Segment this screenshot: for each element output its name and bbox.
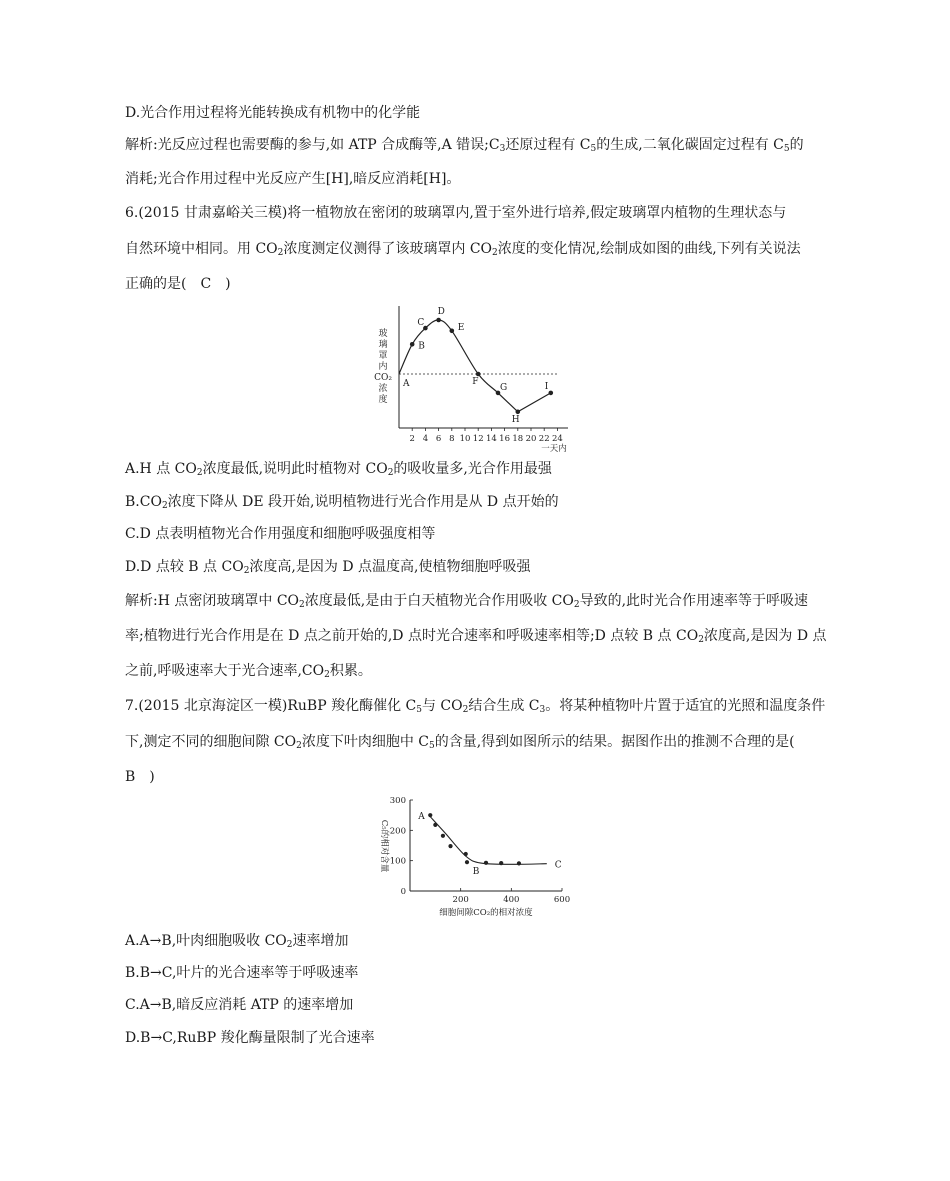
data-point — [516, 410, 521, 415]
subscript: 2 — [196, 468, 203, 478]
analysis-6-line3 — [125, 662, 372, 680]
question-6-line2 — [125, 240, 801, 258]
subscript: 5 — [429, 741, 435, 751]
c5-curve — [430, 817, 547, 865]
subscript: 2 — [698, 635, 704, 645]
co2-curve — [399, 320, 551, 412]
y-axis-label-char: 璃 — [378, 340, 388, 350]
y-tick-label: 100 — [389, 856, 406, 867]
data-point — [450, 329, 455, 334]
question-7-line3 — [125, 768, 155, 786]
text: D.B→C,RuBP 羧化酶量限制了光合速率 — [125, 1030, 375, 1046]
x-axis-label: 一天内 — [541, 444, 567, 452]
text: 7.(2015 北京海淀区一模)RuBP 羧化酶催化 C — [125, 698, 417, 714]
text: 结合生成 C — [468, 698, 540, 714]
data-point — [517, 861, 521, 865]
y-tick-label: 200 — [389, 826, 406, 837]
subscript: 5 — [590, 144, 597, 154]
data-point — [499, 861, 503, 865]
text: 正确的是( C ) — [125, 276, 231, 292]
text: 6.(2015 甘肃嘉峪关三模)将一植物放在密闭的玻璃罩内,置于室外进行培养,假定玻璃罩内植物的生理状态与 — [125, 205, 787, 221]
option-d-prev — [125, 104, 420, 122]
point-label: C — [554, 860, 562, 871]
q6-option-d — [125, 558, 530, 576]
text: 解析:H 点密闭玻璃罩中 CO — [125, 593, 300, 609]
text: A.A→B,叶肉细胞吸收 CO — [125, 933, 287, 949]
subscript: 2 — [299, 600, 305, 610]
text: 导致的,此时光合作用速率等于呼吸速 — [579, 593, 809, 609]
data-point — [549, 391, 554, 396]
point-label: B — [418, 341, 425, 352]
x-tick-label: 4 — [422, 434, 429, 444]
text: 自然环境中相同。用 CO — [125, 241, 278, 257]
subscript: 2 — [243, 566, 250, 576]
point-label: A — [403, 379, 410, 389]
text: 解析:光反应过程也需要酶的参与,如 ATP 合成酶等,A 错误;C — [125, 137, 500, 153]
text: 积累。 — [329, 663, 372, 679]
subscript: 2 — [324, 670, 330, 680]
subscript: 2 — [286, 940, 293, 950]
q6-option-a — [125, 460, 552, 478]
text: 浓度下降从 DE 段开始,说明植物进行光合作用是从 D 点开始的 — [167, 494, 559, 510]
point-label: A — [418, 812, 425, 823]
x-tick-label: 2 — [409, 434, 415, 444]
text: B.CO — [125, 494, 162, 510]
text: 下,测定不同的细胞间隙 CO — [125, 734, 297, 750]
data-point — [448, 844, 452, 848]
text: 浓度高,是因为 D 点 — [703, 628, 827, 644]
text: 之前,呼吸速率大于光合速率,CO — [125, 663, 325, 679]
x-tick-label: 12 — [472, 434, 484, 444]
point-label: E — [457, 322, 465, 333]
point-label: B — [472, 867, 480, 878]
x-tick-label: 6 — [435, 434, 442, 444]
subscript: 2 — [387, 468, 394, 478]
data-point — [436, 318, 441, 323]
x-tick-label: 14 — [485, 434, 497, 444]
text: B ) — [125, 769, 155, 785]
y-axis-label-char: CO₂ — [374, 373, 392, 383]
text: D.D 点较 B 点 CO — [125, 559, 244, 575]
q7-option-a — [125, 932, 349, 950]
text: 速率增加 — [292, 933, 349, 949]
text: 的吸收量多,光合作用最强 — [393, 461, 552, 477]
x-tick-label: 200 — [452, 895, 469, 905]
y-axis-label-char: 度 — [378, 395, 388, 405]
point-label: G — [500, 382, 508, 393]
text: 的 — [789, 137, 804, 153]
text: 与 CO — [421, 698, 463, 714]
y-axis-label-char: 浓 — [378, 384, 388, 394]
text: B.B→C,叶片的光合速率等于呼吸速率 — [125, 965, 359, 981]
point-label: I — [544, 381, 549, 392]
data-point — [484, 861, 488, 865]
q7-option-d — [125, 1029, 375, 1047]
q7-option-b — [125, 964, 358, 982]
text: 的含量,得到如图所示的结果。据图作出的推测不合理的是( — [434, 734, 795, 750]
y-axis-label-char: 内 — [378, 362, 388, 372]
y-tick-label: 300 — [389, 796, 406, 806]
point-label: D — [437, 307, 445, 317]
text: 消耗;光合作用过程中光反应产生[H],暗反应消耗[H]。 — [125, 171, 461, 187]
text: 浓度最低,是由于白天植物光合作用吸收 CO — [304, 593, 574, 609]
data-point — [465, 860, 469, 864]
text: 浓度测定仪测得了该玻璃罩内 CO — [283, 241, 493, 257]
text: 浓度的变化情况,绘制成如图的曲线,下列有关说法 — [497, 241, 801, 257]
analysis-6-line1 — [125, 592, 808, 610]
text: 。将某种植物叶片置于适宜的光照和温度条件 — [545, 698, 826, 714]
x-tick-label: 16 — [499, 434, 511, 444]
co2-curve-chart — [372, 300, 572, 452]
subscript: 5 — [416, 705, 422, 715]
text: 浓度最低,说明此时植物对 CO — [202, 461, 388, 477]
x-tick-label: 600 — [553, 895, 571, 905]
question-6-line3 — [125, 275, 231, 293]
subscript: 2 — [277, 248, 284, 258]
y-tick-label: 0 — [400, 887, 406, 897]
text: C.D 点表明植物光合作用强度和细胞呼吸强度相等 — [125, 526, 436, 542]
subscript: 2 — [161, 501, 168, 511]
subscript: 2 — [462, 705, 469, 715]
data-point — [441, 834, 445, 838]
x-tick-label: 20 — [525, 434, 537, 444]
y-axis-label-char: 玻 — [378, 329, 388, 339]
subscript: 2 — [296, 741, 302, 751]
subscript: 3 — [539, 705, 546, 715]
text: 浓度高,是因为 D 点温度高,使植物细胞呼吸强 — [249, 559, 531, 575]
data-point — [433, 823, 437, 827]
point-label: C — [417, 318, 425, 329]
data-point — [476, 372, 481, 377]
question-6-line1 — [125, 204, 786, 222]
text: D.光合作用过程将光能转换成有机物中的化学能 — [125, 105, 421, 121]
x-tick-label: 24 — [551, 434, 563, 444]
text: 的生成,二氧化碳固定过程有 C — [596, 137, 784, 153]
subscript: 3 — [499, 144, 506, 154]
data-point — [410, 342, 415, 347]
subscript: 5 — [783, 144, 790, 154]
subscript: 2 — [492, 248, 498, 258]
q7-option-c — [125, 996, 353, 1014]
y-axis-label: C₅的相对含量 — [379, 819, 389, 873]
text: C.A→B,暗反应消耗 ATP 的速率增加 — [125, 997, 354, 1013]
question-7-line2 — [125, 733, 795, 751]
analysis-5-line1 — [125, 136, 804, 154]
subscript: 2 — [573, 600, 580, 610]
text: 率;植物进行光合作用是在 D 点之前开始的,D 点时光合速率和呼吸速率相等;D 点较 B 点 CO — [125, 628, 699, 644]
x-tick-label: 18 — [512, 434, 524, 444]
data-point — [428, 813, 432, 817]
text: A.H 点 CO — [125, 461, 197, 477]
question-7-line1 — [125, 697, 825, 715]
x-tick-label: 10 — [459, 434, 471, 444]
data-point — [464, 852, 468, 856]
x-tick-label: 22 — [538, 434, 550, 444]
point-label: H — [511, 414, 520, 425]
text: 还原过程有 C — [505, 137, 591, 153]
analysis-6-line2 — [125, 627, 827, 645]
x-tick-label: 400 — [503, 895, 520, 905]
y-axis-label-char: 罩 — [378, 351, 388, 361]
text: 浓度下叶肉细胞中 C — [301, 734, 429, 750]
point-label: F — [472, 377, 479, 387]
x-tick-label: 8 — [449, 434, 455, 444]
analysis-5-line2 — [125, 170, 460, 188]
q6-option-c — [125, 525, 435, 543]
x-axis-label: 细胞间隙CO₂的相对浓度 — [439, 908, 533, 918]
c5-content-chart — [372, 790, 582, 920]
q6-option-b — [125, 493, 559, 511]
